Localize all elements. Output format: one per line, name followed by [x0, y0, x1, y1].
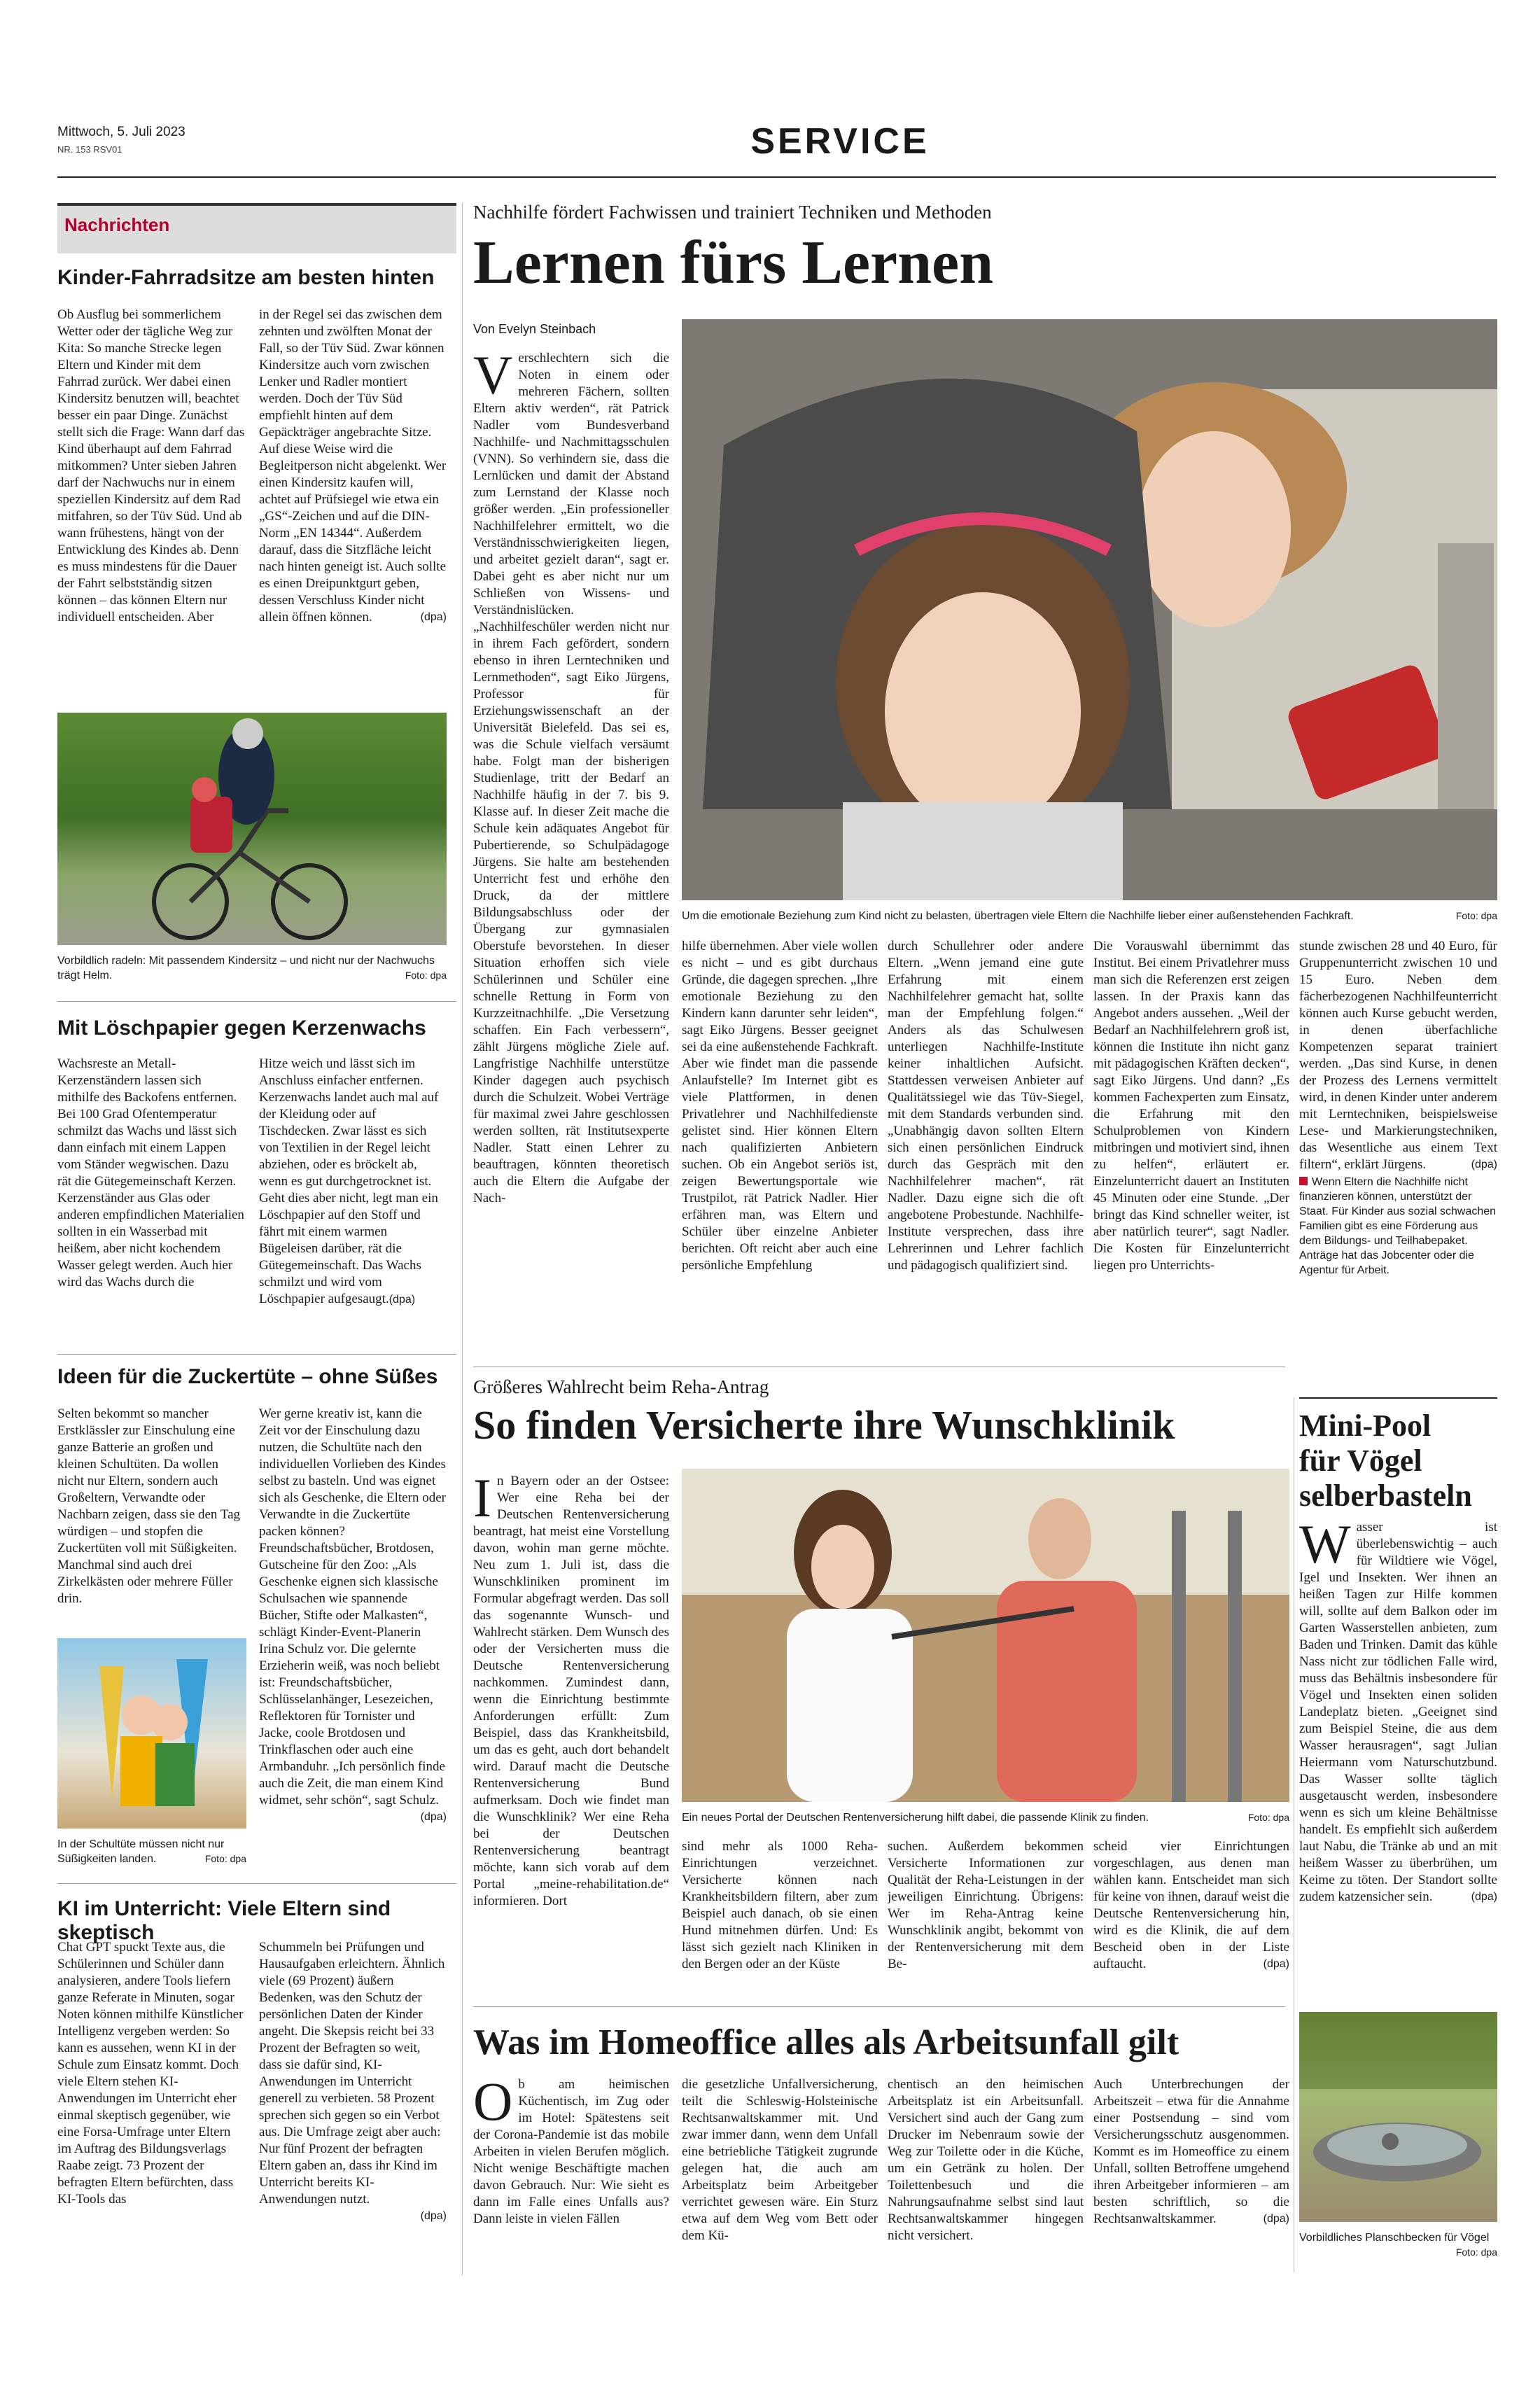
article-column: suchen. Außerdem bekommen Versicherte Informationen zur Qualität der Reha-Leistungen in der jeweiligen Einrichtung. Übrigens: Wer im Reha-Antrag keine Wunschklinik angibt, bekommt von der Rentenversicherung mit dem Be- [888, 1839, 1084, 1971]
photo-caption [57, 953, 447, 983]
schooltuete-photo [57, 1638, 246, 1829]
credit: (dpa) [420, 1811, 447, 1823]
divider [1299, 1397, 1497, 1399]
photo-caption [682, 1810, 1289, 1825]
credit: (dpa) [1471, 1891, 1497, 1903]
article-text: asser ist überlebenswichtig – auch für Wildtiere wie Vögel, Igel und Insekten. Wer ihnen an heißen Tagen zur Hilfe kommen will, sollte auf dem Balkon oder im Garten Wasserstellen anbieten, zum Baden und Trinken. Damit das kühle Nass nicht zur tödlichen Falle wird, muss das Behältnis insbesondere für Vögel und Insekten einen soliden Landeplatz bieten. „Geeignet sind zum Beispiel Steine, die aus dem Wasser herausragen“, sagt Julian Heiermann vom Naturschutzbund. Das Wasser sollte täglich ausgetauscht werden, insbesondere wenn es sich um kleine Behältnisse handelt. Es empfiehlt sich außerdem laut Nabu, die Tränke ab und an mit heißem Wasser zu überbrühen, um Keime zu töten. Der Standort sollte zudem katzensicher sein. [1299, 1520, 1497, 1904]
rehab-photo [682, 1469, 1289, 1802]
article-column [1093, 2076, 1289, 2265]
photo-caption [1299, 2230, 1497, 2260]
header-rule [57, 176, 1496, 178]
article-text: scheid vier Einrichtungen vorgeschlagen, aus denen man wählen kann. Entscheidet man sich für keine von ihnen, darauf weist die Deutsche Rentenversicherung hin, wird es die Klinik, die auf dem Bescheid oben in der Liste auftaucht. [1093, 1839, 1289, 1971]
article-title: Ideen für die Zuckertüte – ohne Süßes [57, 1365, 438, 1388]
article-column [259, 307, 447, 692]
article-column [1299, 1519, 1497, 2009]
news-label: Nachrichten [64, 214, 170, 235]
article-column [259, 1939, 447, 2268]
reha-kicker: Größeres Wahlrecht beim Reha-Antrag [473, 1376, 769, 1397]
bicycle-photo [57, 713, 447, 945]
article-text: in der Regel sei das zwischen dem zehnten und zwölften Monat der Fall, so der Tüv Süd. Zwar können Kindersitze auch vorn zwischen Lenker und Radler montiert werden. Doch der Tüv Süd empfiehlt hinten auf dem Gepäckträger angebrachte Sitze. Auf diese Weise wird die Begleitperson nicht abgelenkt. Wer einen Kindersitz kaufen will, achtet auf Prüfsiegel wie etwa ein „GS“-Zeichen und auf die DIN-Norm „EN 14344“. Außerdem darauf, dass die Sitzfläche leicht nach hinten geneigt ist. Auch sollte es einen Dreipunktgurt geben, dessen Verschluss Kinder nicht allein öffnen können. [259, 307, 447, 624]
credit: (dpa) [420, 2210, 447, 2222]
article-text: n Bayern oder an der Ostsee: Wer eine Reha bei der Deutschen Rentenversicherung beantragt, hat meist eine Vorstellung davon, wohin man gerne möchte. Neu zum 1. Juli ist, dass die Wunschkliniken prominent im Formular abgefragt werden. Das soll das sogenannte Wunsch- und Wahlrecht stärken. Dem Wunsch des oder der Versicherten muss die Deutsche Rentenversicherung nachkommen. Zumindest dann, wenn die Einrichtung bestimmte Anforderungen erfüllt: Zum Beispiel, dass das Krankheitsbild, um das es geht, auch dort behandelt wird. Darauf macht die Deutsche Rentenversicherung Bund aufmerksam. Doch wie findet man die Wunschklinik? Wer eine Reha bei der Deutschen Rentenversicherung beantragt möchte, kann sich vorab auf dem Portal „meine-rehabilitation.de“ informieren. Dort [473, 1474, 669, 1908]
article-column: Chat GPT spuckt Texte aus, die Schülerinnen und Schüler dann analysieren, andere Tools liefern ganze Referate in Minuten, sogar Noten können mithilfe Künstlicher Intelligenz vergeben werden: So kann es aussehen, wenn KI in der Schule zum Einsatz kommt. Doch viele Eltern stehen KI-Anwendungen im Unterricht eher einmal skeptisch gegenüber, wie eine Forsa-Umfrage unter Eltern im Auftrag des Bildungsverlags Raabe zeigt. 73 Prozent der befragten Eltern befürchten, dass KI-Tools das [57, 1940, 244, 2207]
credit: (dpa) [1263, 2213, 1289, 2225]
article-text: Schummeln bei Prüfungen und Hausaufgaben erleichtern. Ähnlich viele (69 Prozent) äußern Bedenken, was den Schutz der persönlichen Daten der Kinder angeht. Die Skepsis reicht bei 33 Prozent der Befragten so weit, dass sie dafür sind, KI-Anwendungen im Unterricht generell zu verbieten. 58 Prozent sprechen sich gegen so ein Verbot aus. Die Umfrage zeigt aber auch: Nur fünf Prozent der befragten Eltern gaben an, dass ihr Kind im Unterricht bereits KI-Anwendungen nutzt. [259, 1940, 445, 2207]
pool-headline: Mini-Pool für Vögel selberbasteln [1299, 1409, 1472, 1513]
photo-caption [57, 1837, 246, 1866]
main-headline: Lernen fürs Lernen [473, 229, 994, 297]
photo-credit: Foto: dpa [204, 1853, 246, 1864]
article-column: die gesetzliche Unfallversicherung, teilt die Schleswig-Holsteinische Rechtsanwaltskammer mit. Und zwar immer dann, wenn dem Unfall eine betriebliche Tätigkeit zugrunde gelegen hat, die auch am Arbeitsplatz beim Arbeitgeber verrichtet gewesen wäre. Ein Sturz etwa auf dem Weg vom Bett oder dem Kü- [682, 2077, 878, 2243]
rehab-scene-icon [682, 1469, 1289, 1802]
column-rule [462, 203, 463, 2275]
bicycle-icon [57, 713, 447, 945]
article-column: Ob Ausflug bei sommerlichem Wetter oder der tägliche Weg zur Kita: So manche Strecke legen Eltern und Kinder mit dem Fahrrad zurück. Wer dabei einen Kindersitz benutzen will, beachtet besser ein paar Dinge. Zunächst stellt sich die Frage: Wann darf das Kind überhaupt auf dem Fahrrad mitkommen? Unter sieben Jahren darf der Nachwuchs nur in einem speziellen Kindersitz auf dem Rad mitfahren, so der Tüv Süd. Und ab wann frühestens, hängt von der Entwicklung des Kindes ab. Denn es muss mindestens für die Dauer der Fahrt selbstständig sitzen können – das können Eltern nur individuell entscheiden. Aber [57, 307, 245, 624]
birdbath-icon [1299, 2012, 1497, 2222]
dropcap: I [473, 1473, 491, 1528]
photo-credit: Foto: dpa [1247, 1812, 1289, 1823]
divider [57, 1001, 456, 1002]
article-title: Mit Löschpapier gegen Kerzenwachs [57, 1016, 426, 1040]
dropcap: O [473, 2076, 513, 2132]
photo-credit: Foto: dpa [405, 970, 447, 981]
main-byline: Von Evelyn Steinbach [473, 322, 596, 336]
note-text: Wenn Eltern die Nachhilfe nicht finanzieren können, unterstützt der Staat. Für Kinder aus sozial schwachen Familien gibt es eine Förderung aus dem Bildungs- und Teilhabepaket. Anträge hat das Jobcenter oder die Agentur für Arbeit. [1299, 1176, 1497, 1276]
divider [57, 1883, 456, 1884]
article-column: chentisch an den heimischen Arbeitsplatz ist ein Arbeitsunfall. Versichert sind auch der Gang zum Drucker im Nebenraum sowie der Weg zur Toilette oder in die Küche, um ein Getränk zu holen. Der Toilettenbesuch und die Nahrungsaufnahme selbst sind laut Rechtsanwaltskammer hingegen nicht versichert. [888, 2077, 1084, 2243]
divider [57, 1354, 456, 1355]
article-text: Wer gerne kreativ ist, kann die Zeit vor der Einschulung dazu nutzen, die Schultüte nach den individuellen Vorlieben des Kindes selbst zu basteln. Und was eignet sich als Geschenke, die Eltern oder Verwandte in die Zuckertüte packen können? Freundschaftsbücher, Brotdosen, Gutscheine für den Zoo: „Als Geschenke eignen sich klassische Schulsachen wie spannende Bücher, Stifte oder Malkasten“, schlägt Kinder-Event-Planerin Irina Schulz vor. Die gelernte Erzieherin weiß, was noch beliebt ist: Freundschaftsbücher, Schlüsselanhänger, Lesezeichen, Reflektoren für Tornister und Jacke, coole Brotdosen und Trinkflaschen oder auch eine Armbanduhr. „Ich persönlich finde auch die Zeit, die man einem Kind widmet, sehr schön“, sagt Schulz. [259, 1406, 446, 1808]
dropcap: W [1299, 1519, 1351, 1574]
article-column [259, 1056, 447, 1350]
main-photo-caption [682, 909, 1497, 923]
tutoring-scene-icon [682, 319, 1497, 900]
bullet-icon [1299, 1177, 1308, 1185]
article-column [1093, 1838, 1289, 1992]
credit: (dpa) [1263, 1958, 1289, 1970]
caption-text: Ein neues Portal der Deutschen Rentenversicherung hilft dabei, die passende Klinik zu finden. [682, 1812, 1149, 1824]
main-kicker: Nachhilfe fördert Fachwissen und trainiert Techniken und Methoden [473, 202, 992, 223]
article-text: b am heimischen Küchentisch, im Zug oder im Hotel: Spätestens seit der Corona-Pandemie ist das mobile Arbeiten in vielen Berufen möglich. Nicht wenige Beschäftigte machen davon Gebrauch. Nur: Wie sieht es dann im Falle eines Unfalls aus? Dann leiste in vielen Fällen [473, 2077, 669, 2226]
news-label-box [57, 203, 456, 253]
article-title: KI im Unterricht: Viele Eltern sind skeptisch [57, 1897, 391, 1944]
header-edition: NR. 153 RSV01 [57, 144, 122, 155]
divider [473, 2006, 1285, 2007]
article-text: erschlechtern sich die Noten in einem oder mehreren Fächern, sollten Eltern aktiv werden“, rät Patrick Nadler vom Bundesverband Nachhilfe- und Nachmittagsschulen (VNN). So verhindern sie, dass die Lernlücken und damit der Abstand zum Lernstand der Klasse noch größer werden. „Ein professioneller Nachhilfelehrer ermittelt, wo die Verständnisschwierigkeiten liegen, und arbeitet gezielt daran“, sagt er. Dabei geht es aber nicht nur um Schließen von Wissens- und Verständnislücken. „Nachhilfeschüler werden nicht nur in ihrem Fach gefördert, sondern ebenso in ihren Lerntechniken und Lernmethoden“, sagt Eiko Jürgens, Professor für Erziehungswissenschaft an der Universität Bielefeld. Das sei es, was die Schule vielfach versäumt habe. Folgt man der bisherigen Studienlage, tritt der Bedarf an Nachhilfe häufig in der 7. bis 9. Klasse auf. In dieser Zeit mache die Schule kein adäquates Angebot für Pubertierende, so Schulpädagoge Jürgens. Sie halte am bestehenden Unterricht fest und erhöhe den Druck, da der mittlere Bildungsabschluss oder der Übergang zur gymnasialen Oberstufe bevorstehen. In dieser Situation erhoffen sich viele Schülerinnen und Schüler eine schnelle Rettung in Form von Kurzzeitnachhilfe. „Die Versetzung schaffen. Ein Fach verbessern“, zählt Jürgens mögliche Ziele auf. Langfristige Nachhilfe unterstütze Kinder dagegen auch psychisch durch die Schulzeit. Wobei Verträge für maximal zwei Jahre geschlossen werden sollten, rät Institutsexperte Nadler. Statt einen Lehrer zu beauftragen, könnten theoretisch auch die Eltern die Aufgabe der Nach- [473, 351, 669, 1206]
article-column: Selten bekommt so mancher Erstklässler zur Einschulung eine ganze Batterie an großen und kleinen Schultüten. Da wollen nicht nur Eltern, sondern auch Großeltern, Verwandte oder Nachbarn zeigen, dass sie den Tag würdigen – und stopfen die Zuckertüten voll mit Süßigkeiten. Manchmal sind auch drei Zirkelkästen oder mehrere Füller drin. [57, 1406, 241, 1606]
article-column [259, 1406, 447, 1875]
article-title: Kinder-Fahrradsitze am besten hinten [57, 266, 435, 289]
reha-headline: So finden Versicherte ihre Wunschklinik [473, 1402, 1175, 1448]
article-text: Auch Unterbrechungen der Arbeitszeit – etwa für die Annahme einer Postsendung – sind vom Versicherungsschutz ausgenommen. Kommt es im Homeoffice zu einem Unfall, sollten Betroffene umgehend ihren Arbeitgeber informieren – am besten schriftlich, so die Rechtsanwaltskammer. [1093, 2077, 1289, 2226]
section-title: SERVICE [750, 121, 930, 162]
article-column: Wachsreste an Metall-Kerzenständern lassen sich mithilfe des Backofens entfernen. Bei 100 Grad Ofentemperatur schmilzt das Wachs und lässt sich dann einfach mit einem Lappen vom Ständer wegwischen. Dazu rät die Gütegemeinschaft Kerzen. Kerzenständer aus Glas oder anderen empfindlichen Materialien sollten in ein Wasserbad mit heißem, aber nicht kochendem Wasser gelegt werden. Auch hier wird das Wachs durch die [57, 1056, 244, 1290]
caption-text: Um die emotionale Beziehung zum Kind nicht zu belasten, übertragen viele Eltern die Nachhilfe lieber einer außenstehenden Fachkraft. [682, 910, 1354, 922]
article-column [473, 350, 669, 1386]
article-column [473, 2076, 669, 2265]
homeoffice-headline: Was im Homeoffice alles als Arbeitsunfall gilt [473, 2022, 1180, 2062]
article-column: sind mehr als 1000 Reha-Einrichtungen verzeichnet. Versicherte können nach Krankheitsbildern filtern, aber zum Beispiel auch danach, ob sie einen Hund mitnehmen dürfen. Und: Es lässt sich gezielt nach Kliniken in den Bergen oder an der Küste [682, 1839, 878, 1971]
article-text: stunde zwischen 28 und 40 Euro, für Gruppenunterricht zwischen 10 und 15 Euro. Neben dem fächerbezogenen Nachhilfeunterricht können auch Kurse gebucht werden, in denen überfachliche Kompetenzen separat trainiert werden. „Das sind Kurse, in denen der Prozess des Lernens vermittelt wird, in denen Kinder unter anderem mit Lerntechniken, beispielsweise Lese- und Markierungstechniken, das Wesentliche aus einem Text filtern“, erklärt Jürgens. [1299, 939, 1497, 1172]
credit: (dpa) [420, 611, 447, 623]
photo-credit: Foto: dpa [1455, 2246, 1497, 2258]
tutoring-photo [682, 319, 1497, 900]
birdbath-photo [1299, 2012, 1497, 2222]
article-text: Hitze weich und lässt sich im Anschluss einfacher entfernen. Kerzenwachs landet auch mal auf der Kleidung oder auf Tischdecken. Zwar lässt es sich von Textilien in der Regel leicht abziehen, oder es bröckelt ab, wenn es gut durchgetrocknet ist. Geht dies aber nicht, legt man ein Löschpapier auf den Stoff und fährt mit einem warmen Bügeleisen darüber, rät die Gütegemeinschaft. Das Wachs schmilzt und wird vom Löschpapier aufgesaugt. [259, 1056, 439, 1306]
dropcap: V [473, 350, 513, 405]
header-date: Mittwoch, 5. Juli 2023 [57, 125, 186, 139]
article-column [1299, 938, 1497, 1386]
article-column: durch Schullehrer oder andere Eltern. „Wenn jemand eine gute Erfahrung mit einem Nachhilfelehrer gemacht hat, sollte man der Empfehlung folgen.“ Anders als das Schulwesen unterliegen Nachhilfe-Institute keiner inhaltlichen Aufsicht. Stattdessen verweisen Anbieter auf Qualitätssiegel wie das Tüv-Siegel, mit dem Standards verbunden sind. „Unabhängig davon sollten Eltern sich einen persönlichen Eindruck durch das Gespräch mit den Nachhilfelehrer machen“, rät Nadler. Dazu eigne sich die oft angebotene Probestunde. Nachhilfe-Institute versprechen, dass ihre Lehrerinnen und Lehrer fachlich und pädagogisch qualifiziert sind. [888, 939, 1084, 1273]
article-column: hilfe übernehmen. Aber viele wollen es nicht – und es gibt durchaus Gründe, die dagegen sprechen. „Ihre emotionale Beziehung zu den Kindern kann darunter sehr leiden“, sagt Eiko Jürgens. Besser geeignet sei da eine außenstehende Fachkraft. Aber wie findet man die passende Anlaufstelle? Im Internet gibt es viele Plattformen, in denen Privatlehrer und Nachhilfedienste gelistet sind. Hier können Eltern nach qualifizierten Anbietern suchen. Ob ein Angebot seriös ist, zeigen Bewertungsportale wie Trustpilot, rät Patrick Nadler. Hier erfähren man, was Eltern und Schüler über einzelne Anbieter berichten. Oft reicht aber auch eine persönliche Empfehlung [682, 939, 878, 1273]
photo-credit: Foto: dpa [1455, 910, 1497, 921]
credit: (dpa) [1471, 1159, 1497, 1170]
schooltuete-icon [57, 1638, 246, 1829]
caption-text: Vorbildlich radeln: Mit passendem Kindersitz – und nicht nur der Nachwuchs trägt Helm. [57, 955, 435, 981]
info-note [1299, 1175, 1497, 1278]
caption-text: In der Schultüte müssen nicht nur Süßigkeiten landen. [57, 1838, 225, 1865]
article-column: Die Vorauswahl übernimmt das Institut. Bei einem Privatlehrer muss man sich die Referenzen erst zeigen lassen. In der Praxis kann das Angebot anders aussehen. „Weil der Bedarf an Nachhilfelehrern groß ist, können die Institute ihn nicht ganz mit pädagogischen Kräften decken“, sagt Eiko Jürgens. Und dann? „Es kommen Fachexperten zum Einsatz, die Erfahrung mit den Schulproblemen von Kindern mitbringen und motiviert sind, ihnen zu helfen“, erläutert er. Einzelunterricht dauert an Instituten 45 Minuten oder eine Stunde. „Der bringt das Kind schneller weiter, ist aber natürlich teurer“, sagt Nadler. Die Kosten für Einzelunterricht liegen pro Unterrichts- [1093, 939, 1289, 1273]
credit: (dpa) [388, 1294, 416, 1306]
caption-text: Vorbildliches Planschbecken für Vögel [1299, 2232, 1490, 2244]
